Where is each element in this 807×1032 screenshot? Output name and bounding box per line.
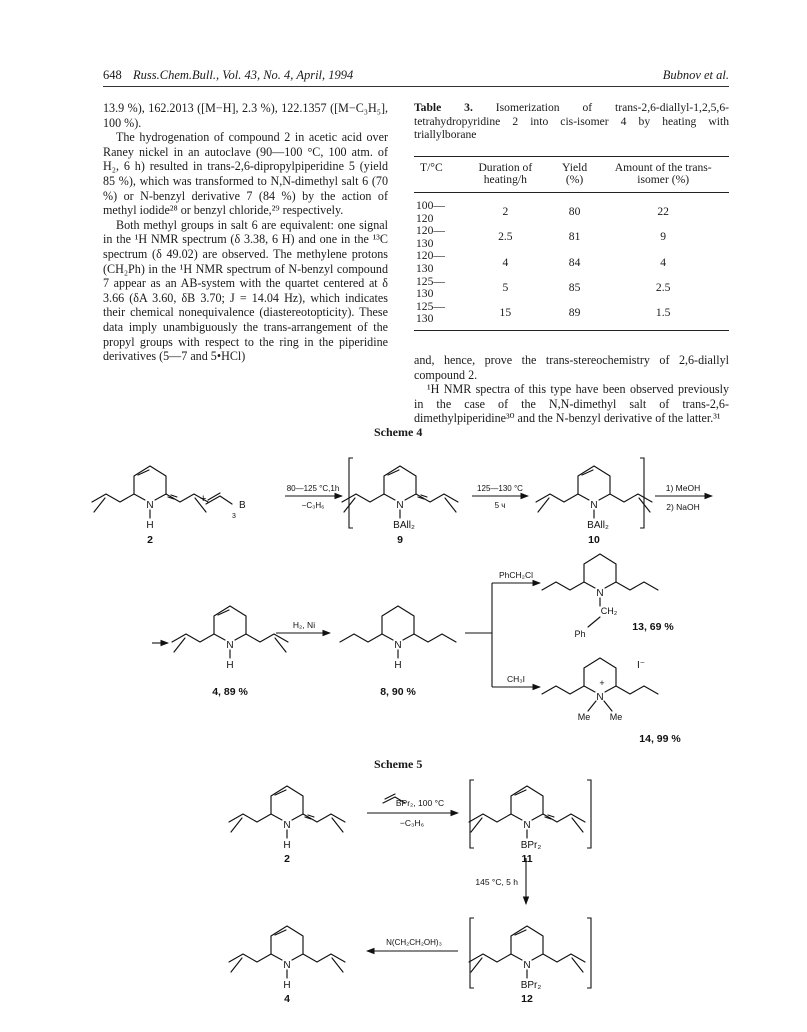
bracket-right-11 xyxy=(587,780,591,848)
right-side-chain xyxy=(303,954,345,962)
molecule-structures xyxy=(92,466,658,978)
branch-line xyxy=(465,583,492,687)
left-side-chain xyxy=(469,814,511,822)
right-side-chain xyxy=(543,954,585,962)
compound-label-12: 12 xyxy=(521,993,533,1005)
methyl-group: Me xyxy=(609,712,623,722)
bracket-left-9 xyxy=(349,458,353,528)
compound-label-8: 8, 90 % xyxy=(380,686,416,698)
table-cell: 22 xyxy=(657,205,669,219)
nitrogen-atom: N xyxy=(590,500,598,511)
table-cell: 120—130 xyxy=(416,249,445,275)
ring-bonds xyxy=(584,554,616,582)
compound-label-13: 13, 69 % xyxy=(632,621,674,633)
table-cell: 85 xyxy=(568,280,581,294)
n-substituent: BPr₂ xyxy=(520,980,542,991)
table-cell: 2.5 xyxy=(498,230,513,244)
phenyl-group: Ph xyxy=(574,629,586,639)
table-cell: 125—130 xyxy=(416,274,445,301)
compound-label-14: 14, 99 % xyxy=(639,733,681,745)
hydrogen-atom: H xyxy=(146,520,154,531)
condition-step3-bottom: 2) NaOH xyxy=(666,502,700,512)
table-cell: 4 xyxy=(660,255,667,269)
left-side-chain xyxy=(542,686,584,694)
left-side-chain xyxy=(340,634,382,642)
condition-step2-bottom: 5 ч xyxy=(494,501,506,510)
compound-label-s5-4: 4 xyxy=(284,993,290,1005)
table-cell: 125—130 xyxy=(416,299,445,326)
right-side-chain xyxy=(610,494,652,502)
table-cell: 84 xyxy=(568,255,581,269)
table-cell: 80 xyxy=(568,205,581,219)
table-caption: Table 3. Isomerization of trans-2,6-diallyl-1,2,5,6-tetrahydropyridine 2 into cis-isomer 4 by heating with triallylborane xyxy=(414,101,729,142)
table-cell: 2.5 xyxy=(655,280,671,294)
hydrogen-atom: H xyxy=(283,980,291,991)
condition-s5-step1-top: BPr₂, 100 °C xyxy=(395,798,445,808)
nitrogen-atom: N xyxy=(146,500,154,511)
right-side-chain xyxy=(414,634,456,642)
nitrogen-atom: N xyxy=(596,588,604,599)
scheme4-title: Scheme 4 xyxy=(374,425,423,439)
plus-sign: + xyxy=(200,493,207,505)
table-header-cell: Duration of heating/h xyxy=(478,160,533,187)
nitrogen-atom: N xyxy=(523,820,531,831)
compound-label-s5-2: 2 xyxy=(284,853,290,865)
left-side-chain xyxy=(92,494,134,502)
running-authors: Bubnov et al. xyxy=(662,68,729,82)
compound-label-2: 2 xyxy=(147,534,153,546)
n-substituent: BPr₂ xyxy=(520,840,542,851)
condition-methyl-iodide: CH₃I xyxy=(506,674,526,684)
left-side-chain xyxy=(229,814,271,822)
hydrogen-atom: H xyxy=(394,660,402,671)
paragraph-nmr-precedent: ¹H NMR spectra of this type have been observed previously in the case of the N,N-dimethyl salt of trans-2,6-dimethylpiperidine³⁰ and the N-benzyl derivative of the latter.³¹ xyxy=(414,382,729,426)
paragraph-hydrogenation: The hydrogenation of compound 2 in acetic acid over Raney nickel in an autoclave (90—100 °C, 100 atm. of H₂, 6 h) resulted in trans-2,6-dipropylpiperidine 5 (yield 85 %), which was transformed to N,N-dimethyl salt 6 (70 %) or N-benzyl derivative 7 (84 %) by the action of methyl iodide²⁸ or benzyl chloride,²⁹ respectively. xyxy=(103,130,388,218)
condition-benzyl-chloride: PhCH₂Cl xyxy=(499,570,533,580)
left-side-chain xyxy=(536,494,578,502)
right-side-chain xyxy=(616,582,658,590)
ring-bonds xyxy=(382,606,414,634)
condition-step3-top: 1) MeOH xyxy=(665,483,701,493)
table-cell: 2 xyxy=(502,205,509,219)
condition-step2-top: 125—130 °C xyxy=(477,484,523,493)
table-cell: 4 xyxy=(502,255,509,269)
left-side-chain xyxy=(342,494,384,502)
condition-s5-step2: 145 °C, 5 h xyxy=(475,877,518,887)
n-substituent: BAll₂ xyxy=(393,520,415,531)
left-side-chain xyxy=(469,954,511,962)
compound-label-9: 9 xyxy=(397,534,403,546)
left-side-chain xyxy=(172,634,214,642)
ring-bonds xyxy=(511,926,543,954)
ring-bonds xyxy=(271,926,303,954)
condition-h2-ni: H₂, Ni xyxy=(292,620,316,630)
methyl-group: Me xyxy=(577,712,591,722)
table-cell: 15 xyxy=(499,306,512,320)
table-header-cell: Amount of the trans-isomer (%) xyxy=(614,160,712,187)
table-cell: 1.5 xyxy=(655,306,671,320)
ring-bonds xyxy=(578,466,610,494)
ring-bonds xyxy=(384,466,416,494)
table-cell: 5 xyxy=(502,280,509,294)
triallylborane-chain xyxy=(206,493,232,504)
left-side-chain xyxy=(229,954,271,962)
table-cell: 9 xyxy=(660,230,667,244)
iodide-counterion: I⁻ xyxy=(637,660,646,671)
nitrogen-atom: N xyxy=(283,960,291,971)
right-side-chain xyxy=(246,634,288,642)
ring-bonds xyxy=(214,606,246,634)
ring-bonds xyxy=(271,786,303,814)
bracket-left-11 xyxy=(470,780,474,848)
atom-labels xyxy=(146,500,622,991)
hydrogen-atom: H xyxy=(226,660,234,671)
left-side-chain xyxy=(542,582,584,590)
nitrogen-atom: N xyxy=(283,820,291,831)
paragraph-nmr: Both methyl groups in salt 6 are equivalent: one signal in the ¹H NMR spectrum (δ 3.38, 6 H) and one in the ¹³C spectrum (δ 49.02) are observed. The methylene protons (CH₂Ph) in the ¹H NMR spectrum of N-benzyl compound 7 appear as an AB-system with the quartet centered at δ 3.66 (δA 3.60, δB 3.70; J = 14.04 Hz), which indicates their chemical nonequivalence (diastereotopticity). These data imply unambiguously the trans-arrangement of the propyl groups with respect to the ring in the piperidine derivatives (5—7 and 5•HCl) xyxy=(103,217,388,364)
bracket-left-12 xyxy=(470,918,474,988)
condition-step1-top: 80—125 °C,1h xyxy=(286,484,340,493)
nitrogen-atom: N xyxy=(394,640,402,651)
nitrogen-atom: N xyxy=(596,692,604,703)
paragraph-ms-data: 13.9 %), 162.2013 ([M−H], 2.3 %), 122.1357 ([M−C₃H₅], 100 %). xyxy=(103,101,388,130)
ring-bonds xyxy=(511,786,543,814)
compound-label-10: 10 xyxy=(588,534,600,546)
table-header-cell: Yield (%) xyxy=(562,160,588,187)
hydrogen-atom: H xyxy=(283,840,291,851)
compound-label-11: 11 xyxy=(521,853,533,865)
compound-label-4: 4, 89 % xyxy=(212,686,248,698)
condition-s5-step3: N(CH₂CH₂OH)₃ xyxy=(386,938,442,947)
nitrogen-atom: N xyxy=(396,500,404,511)
charge-plus: + xyxy=(599,678,605,688)
bracket-right-12 xyxy=(587,918,591,988)
reagent-triallylborane-b: B xyxy=(239,500,246,511)
condition-step1-bottom: −C₃H₆ xyxy=(301,501,325,510)
condition-s5-step1-bottom: −C₃H₆ xyxy=(399,818,425,828)
table-cell: 120—130 xyxy=(416,224,445,250)
scheme5-title: Scheme 5 xyxy=(374,757,423,771)
table-header-cell: T/°C xyxy=(420,160,443,174)
page-number: 648 xyxy=(103,68,122,82)
nitrogen-atom: N xyxy=(226,640,234,651)
table-cell: 100—120 xyxy=(416,198,445,225)
n-substituent: BAll₂ xyxy=(587,520,609,531)
right-side-chain xyxy=(616,686,658,694)
ch2-group: CH₂ xyxy=(600,606,618,616)
bracket-right-10 xyxy=(640,458,644,528)
reagent-subscript-3: 3 xyxy=(232,513,236,520)
journal-citation: Russ.Chem.Bull., Vol. 43, No. 4, April, 1994 xyxy=(133,68,354,82)
ch2-ph-bond xyxy=(588,617,600,627)
table-cell: 89 xyxy=(568,306,581,320)
ring-bonds xyxy=(134,466,166,494)
paragraph-stereochemistry: and, hence, prove the trans-stereochemistry of 2,6-diallyl compound 2. xyxy=(414,352,729,382)
table-cell: 81 xyxy=(568,230,581,244)
nitrogen-atom: N xyxy=(523,960,531,971)
